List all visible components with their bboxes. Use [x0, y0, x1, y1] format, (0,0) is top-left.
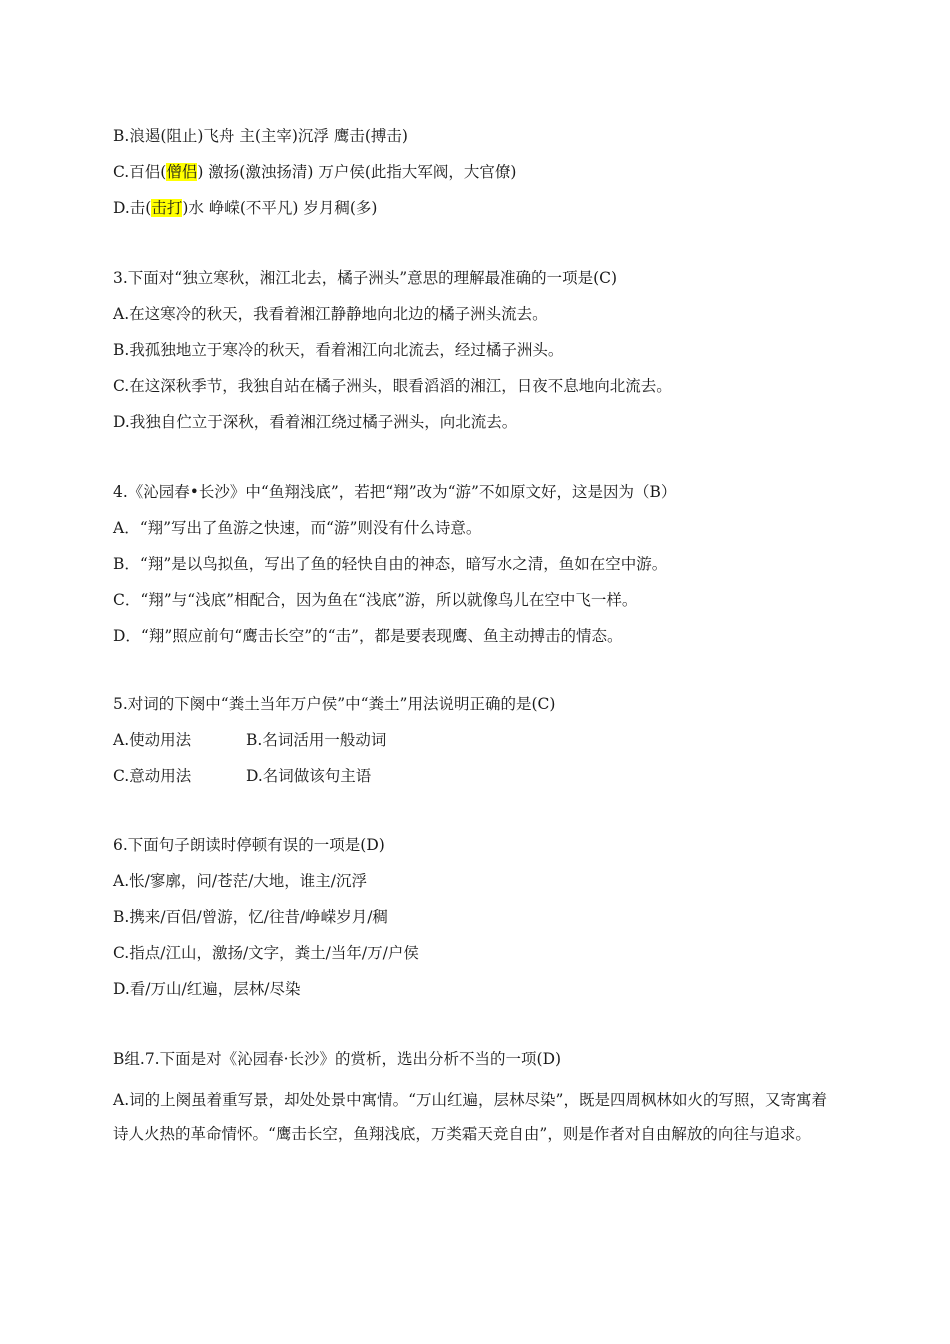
q2-option-c-mid: ) 激扬(激浊扬清: [197, 163, 308, 181]
q2-option-c-prefix: C.百侣(: [113, 163, 167, 181]
q3-stem: 3.下面对“独立寒秋，湘江北去，橘子洲头”意思的理解最准确的一项是(C): [113, 269, 618, 287]
q2-option-d-suffix: )水 峥嵘(不平凡) 岁月稠(多): [182, 199, 378, 217]
q3-option-c: C.在这深秋季节，我独自站在橘子洲头，眼看滔滔的湘江，日夜不息地向北流去。: [113, 377, 672, 395]
q2-option-d-prefix: D.击(: [113, 199, 152, 217]
q5-stem: 5.对词的下阕中“粪土当年万户侯”中“粪土”用法说明正确的是(C): [113, 695, 556, 713]
q5-option-a: A.使动用法: [113, 731, 192, 749]
q7-stem: B组.7.下面是对《沁园春·长沙》的赏析，选出分析不当的一项(D): [113, 1050, 562, 1068]
q5-options-cd: [113, 766, 371, 786]
q2-option-c: [113, 162, 516, 182]
q4-option-a: A．“翔”写出了鱼游之快速，而“游”则没有什么诗意。: [113, 519, 482, 537]
q5-option-d: D.名词做该句主语: [246, 767, 372, 785]
q6-option-b: B.携来/百侣/曾游，忆/往昔/峥嵘岁月/稠: [113, 908, 388, 926]
q4-option-c: C．“翔”与“浅底”相配合，因为鱼在“浅底”游，所以就像鸟儿在空中飞一样。: [113, 591, 638, 609]
q6-stem: 6.下面句子朗读时停顿有误的一项是(D): [113, 836, 385, 854]
q2-option-b: B.浪遏(阻止)飞舟 主(主宰)沉浮 鹰击(搏击): [113, 127, 408, 145]
q7-option-a: A.词的上阕虽着重写景，却处处景中寓情。“万山红遍，层林尽染”，既是四周枫林如火的写照，又寄寓着诗人火热的革命情怀。“鹰击长空，鱼翔浅底，万类霜天竞自由”，则是作者对自由解放的向往与追求。: [113, 1091, 827, 1143]
q6-option-d: D.看/万山/红遍，层林/尽染: [113, 980, 301, 998]
q3-option-d: D.我独自伫立于深秋，看着湘江绕过橘子洲头，向北流去。: [113, 413, 518, 431]
q4-option-b: B．“翔”是以鸟拟鱼，写出了鱼的轻快自由的神态，暗写水之清，鱼如在空中游。: [113, 555, 668, 573]
q2-option-d: [113, 198, 377, 218]
q5-option-b: B.名词活用一般动词: [246, 731, 387, 749]
highlighted-text: 僧侣: [166, 163, 198, 181]
q5-options-ab: [113, 730, 386, 750]
q6-option-a: A.怅/寥廓，问/苍茫/大地，谁主/沉浮: [113, 872, 368, 890]
highlighted-text: 击打: [151, 199, 183, 217]
q6-option-c: C.指点/江山，激扬/文字，粪土/当年/万/户侯: [113, 944, 419, 962]
q3-option-a: A.在这寒冷的秋天，我看着湘江静静地向北边的橘子洲头流去。: [113, 305, 548, 323]
q2-option-c-suffix: ) 万户侯(此指大军阀，大官僚): [307, 163, 517, 181]
q4-stem: 4.《沁园春•长沙》中“鱼翔浅底”，若把“翔”改为“游”不如原文好，这是因为（B）: [113, 483, 677, 501]
q3-option-b: B.我孤独地立于寒冷的秋天，看着湘江向北流去，经过橘子洲头。: [113, 341, 564, 359]
q4-option-d: D．“翔”照应前句“鹰击长空”的“击”，都是要表现鹰、鱼主动搏击的情态。: [113, 627, 623, 645]
q5-option-c: C.意动用法: [113, 767, 192, 785]
